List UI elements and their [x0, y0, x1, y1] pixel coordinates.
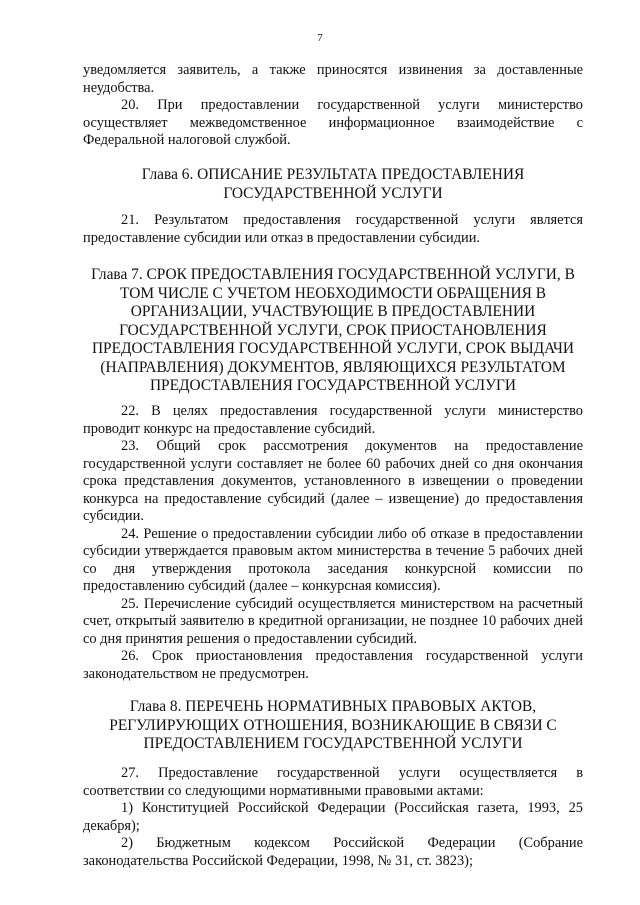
paragraph-continuation: уведомляется заявитель, а также приносятся извинения за доставленные неудобства. — [83, 62, 583, 96]
paragraph-26: 26. Срок приостановления предоставления государственной услуги законодательством не предусмотрен. — [83, 648, 583, 682]
paragraph-23: 23. Общий срок рассмотрения документов на предоставление государственной услуги составляет не более 60 рабочих дней со дня окончания срока представления документов, установленного в извещении о проведении конкурса на предоставление субсидий (далее – извещение) до предоставления субсидии. — [83, 438, 583, 524]
paragraph-22: 22. В целях предоставления государственной услуги министерство проводит конкурс на предоставление субсидий. — [83, 403, 583, 437]
list-item-1: 1) Конституцией Российской Федерации (Российская газета, 1993, 25 декабря); — [83, 800, 583, 834]
paragraph-27: 27. Предоставление государственной услуги осуществляется в соответствии со следующими нормативными правовыми актами: — [83, 765, 583, 799]
chapter-7-body — [83, 403, 583, 683]
paragraph-20: 20. При предоставлении государственной услуги министерство осуществляет межведомственное информационное взаимодействие с Федеральной налоговой службой. — [83, 97, 583, 148]
chapter-6-body — [83, 212, 583, 247]
paragraph-21: 21. Результатом предоставления государственной услуги является предоставление субсидии или отказ в предоставлении субсидии. — [83, 212, 583, 246]
chapter-7-heading: Глава 7. СРОК ПРЕДОСТАВЛЕНИЯ ГОСУДАРСТВЕННОЙ УСЛУГИ, В ТОМ ЧИСЛЕ С УЧЕТОМ НЕОБХОДИМОСТИ ОБРАЩЕНИЯ В ОРГАНИЗАЦИИ, УЧАСТВУЮЩИЕ В ПРЕДОСТАВЛЕНИИ ГОСУДАРСТВЕННОЙ УСЛУГИ, СРОК ПРИОСТАНОВЛЕНИЯ ПРЕДОСТАВЛЕНИЯ ГОСУДАРСТВЕННОЙ УСЛУГИ, СРОК ВЫДАЧИ (НАПРАВЛЕНИЯ) ДОКУМЕНТОВ, ЯВЛЯЮЩИХСЯ РЕЗУЛЬТАТОМ ПРЕДОСТАВЛЕНИЯ ГОСУДАРСТВЕННОЙ УСЛУГИ — [91, 266, 575, 394]
chapter-8-body — [83, 765, 583, 870]
page-number: 7 — [317, 32, 323, 44]
chapter-6-heading: Глава 6. ОПИСАНИЕ РЕЗУЛЬТАТА ПРЕДОСТАВЛЕНИЯ ГОСУДАРСТВЕННОЙ УСЛУГИ — [141, 166, 525, 202]
chapter-8-heading: Глава 8. ПЕРЕЧЕНЬ НОРМАТИВНЫХ ПРАВОВЫХ АКТОВ, РЕГУЛИРУЮЩИХ ОТНОШЕНИЯ, ВОЗНИКАЮЩИЕ В СВЯЗИ С ПРЕДОСТАВЛЕНИЕМ ГОСУДАРСТВЕННОЙ УСЛУГИ — [109, 698, 557, 752]
paragraph-25: 25. Перечисление субсидий осуществляется министерством на расчетный счет, открытый заявителю в кредитной организации, не позднее 10 рабочих дней со дня принятия решения о предоставлении субсидий. — [83, 595, 583, 647]
section-intro — [83, 62, 583, 150]
list-item-2: 2) Бюджетным кодексом Российской Федерации (Собрание законодательства Российской Федерации, 1998, № 31, ст. 3823); — [83, 835, 583, 869]
paragraph-24: 24. Решение о предоставлении субсидии либо об отказе в предоставлении субсидии утверждается правовым актом министерства в течение 5 рабочих дней со дня утверждения протокола заседания конкурсной комиссии по предоставлению субсидий (далее – конкурсная комиссия). — [83, 525, 583, 594]
